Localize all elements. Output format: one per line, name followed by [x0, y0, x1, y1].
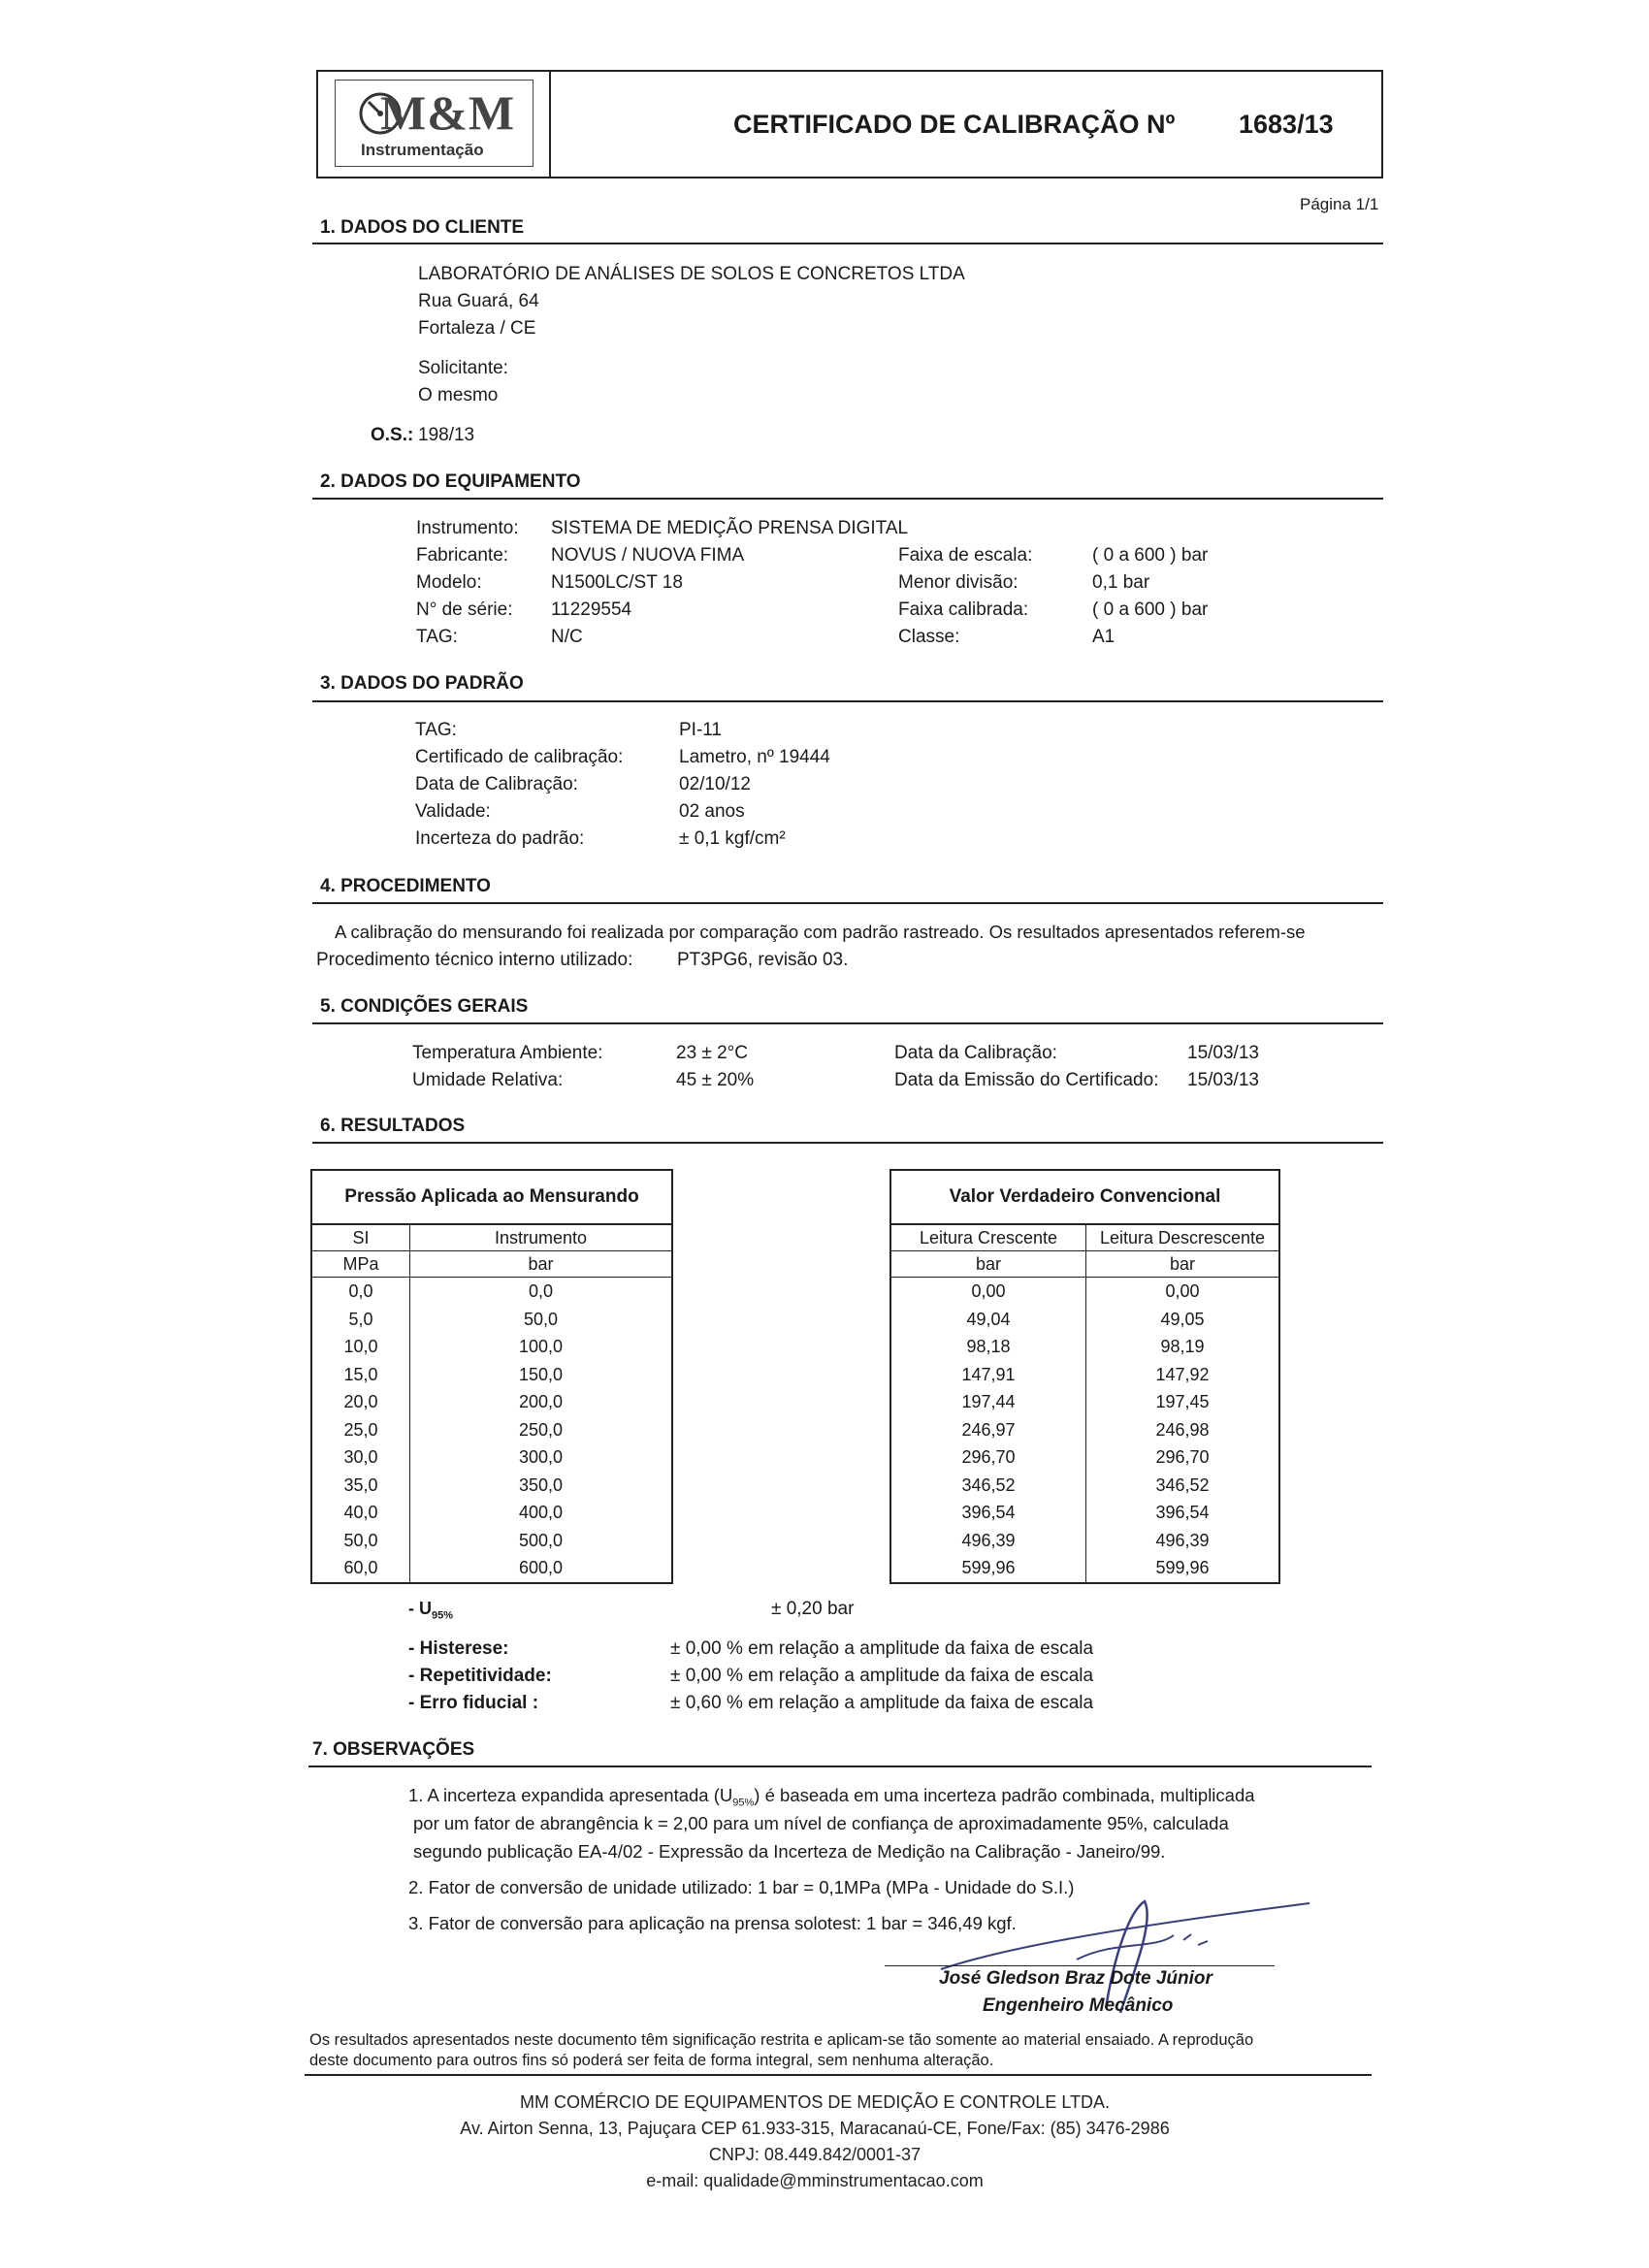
- footer-address: Av. Airton Senna, 13, Pajuçara CEP 61.933-315, Maracanaú-CE, Fone/Fax: (85) 3476-2986: [460, 2119, 1170, 2138]
- applied-pressure-caption: Pressão Aplicada ao Mensurando: [311, 1170, 672, 1224]
- col-header-instrumento: Instrumento: [410, 1224, 673, 1251]
- histerese-label: - Histerese:: [408, 1638, 509, 1659]
- calibration-date-label: Data da Calibração:: [894, 1043, 1057, 1063]
- equip-label-instrumento: Instrumento:: [416, 518, 519, 538]
- calibration-date-value: 15/03/13: [1187, 1043, 1259, 1063]
- applied-pressure-cell: 10,0: [311, 1333, 410, 1361]
- section2-title: 2. DADOS DO EQUIPAMENTO: [320, 471, 581, 492]
- applied-pressure-cell: 20,0: [311, 1388, 410, 1416]
- equip-label-faixa-calibrada: Faixa calibrada:: [898, 599, 1029, 620]
- unit-mpa: MPa: [311, 1251, 410, 1278]
- section5-rule: [312, 1022, 1383, 1024]
- applied-pressure-row: [311, 1388, 672, 1416]
- equip-value-instrumento: SISTEMA DE MEDIÇÃO PRENSA DIGITAL: [551, 518, 909, 538]
- signatory-role: Engenheiro Mecânico: [983, 1995, 1174, 2016]
- true-value-cell: 246,98: [1086, 1416, 1280, 1444]
- equip-label-faixa-escala: Faixa de escala:: [898, 545, 1033, 566]
- true-value-cell: 496,39: [1086, 1527, 1280, 1555]
- true-value-cell: 197,45: [1086, 1388, 1280, 1416]
- true-value-cell: 346,52: [1086, 1472, 1280, 1500]
- footer-email: e-mail: qualidade@mminstrumentacao.com: [646, 2171, 984, 2190]
- footer-cnpj: CNPJ: 08.449.842/0001-37: [708, 2145, 922, 2164]
- certificate-title: CERTIFICADO DE CALIBRAÇÃO Nº: [733, 110, 1176, 139]
- applied-pressure-cell: 150,0: [410, 1361, 673, 1389]
- applied-pressure-cell: 50,0: [410, 1306, 673, 1334]
- temp-value: 23 ± 2°C: [676, 1043, 749, 1063]
- repetitividade-label: - Repetitividade:: [408, 1666, 552, 1686]
- footer-company: MM COMÉRCIO DE EQUIPAMENTOS DE MEDIÇÃO E CONTROLE LTDA.: [519, 2092, 1111, 2112]
- applied-pressure-cell: 0,0: [311, 1278, 410, 1306]
- padrao-value-data: 02/10/12: [679, 774, 751, 794]
- repetitividade-value: ± 0,00 % em relação a amplitude da faixa de escala: [670, 1666, 1094, 1686]
- true-value-row: [890, 1416, 1279, 1444]
- col-header-si: SI: [311, 1224, 410, 1251]
- temp-label: Temperatura Ambiente:: [412, 1043, 603, 1063]
- solicitante-value: O mesmo: [418, 385, 499, 405]
- applied-pressure-row: [311, 1554, 672, 1583]
- applied-pressure-row: [311, 1333, 672, 1361]
- section3-title: 3. DADOS DO PADRÃO: [320, 673, 524, 694]
- col-header-descrescente: Leitura Descrescente: [1086, 1224, 1280, 1251]
- true-value-cell: 346,52: [890, 1472, 1086, 1500]
- applied-pressure-cell: 50,0: [311, 1527, 410, 1555]
- humidity-value: 45 ± 20%: [676, 1070, 755, 1090]
- padrao-value-certificado: Lametro, nº 19444: [679, 747, 830, 767]
- logo: [335, 80, 534, 167]
- true-value-cell: 0,00: [1086, 1278, 1280, 1306]
- true-value-row: [890, 1499, 1279, 1527]
- true-value-row: [890, 1443, 1279, 1472]
- logo-main-text: M&M: [380, 85, 516, 140]
- section4-rule: [312, 902, 1383, 904]
- true-value-cell: 599,96: [890, 1554, 1086, 1583]
- obs1-subscript: 95%: [732, 1797, 755, 1809]
- true-value-row: [890, 1361, 1279, 1389]
- u95-value: ± 0,20 bar: [771, 1599, 855, 1619]
- applied-pressure-cell: 40,0: [311, 1499, 410, 1527]
- obs1-line3: segundo publicação EA-4/02 - Expressão da Incerteza de Medição na Calibração - Janeiro/99.: [413, 1841, 1166, 1862]
- applied-pressure-row: [311, 1306, 672, 1334]
- true-value-cell: 296,70: [1086, 1443, 1280, 1472]
- disclaimer-line1: Os resultados apresentados neste documento têm significação restrita e aplicam-se tão somente ao material ensaiado. A reprodução: [309, 2031, 1254, 2049]
- page-indicator: Página 1/1: [1300, 195, 1379, 213]
- equip-value-classe: A1: [1092, 627, 1116, 647]
- applied-pressure-cell: 15,0: [311, 1361, 410, 1389]
- applied-pressure-row: [311, 1361, 672, 1389]
- true-value-cell: 147,91: [890, 1361, 1086, 1389]
- padrao-value-incerteza: ± 0,1 kgf/cm²: [679, 828, 786, 849]
- applied-pressure-cell: 60,0: [311, 1554, 410, 1583]
- applied-pressure-cell: 200,0: [410, 1388, 673, 1416]
- equip-label-modelo: Modelo:: [416, 572, 482, 593]
- equip-value-serie: 11229554: [551, 599, 632, 620]
- true-value-row: [890, 1472, 1279, 1500]
- signatory-name: José Gledson Braz Dote Júnior: [939, 1968, 1212, 1989]
- true-value-cell: 396,54: [890, 1499, 1086, 1527]
- obs1-line2: por um fator de abrangência k = 2,00 para um nível de confiança de aproximadamente 95%, calculada: [413, 1813, 1229, 1833]
- unit-bar-descrescente: bar: [1086, 1251, 1280, 1278]
- padrao-label-validade: Validade:: [415, 801, 491, 822]
- procedimento-label: Procedimento técnico interno utilizado:: [316, 950, 633, 970]
- histerese-value: ± 0,00 % em relação a amplitude da faixa de escala: [670, 1638, 1094, 1659]
- obs1-line1: [408, 1785, 1255, 1809]
- procedimento-value: PT3PG6, revisão 03.: [677, 950, 849, 970]
- unit-bar-crescente: bar: [890, 1251, 1086, 1278]
- padrao-label-certificado: Certificado de calibração:: [415, 747, 624, 767]
- true-value-cell: 296,70: [890, 1443, 1086, 1472]
- applied-pressure-cell: 5,0: [311, 1306, 410, 1334]
- u95-label: [408, 1599, 453, 1622]
- client-address2: Fortaleza / CE: [418, 318, 536, 339]
- signature-line: [885, 1965, 1275, 1966]
- col-header-crescente: Leitura Crescente: [890, 1224, 1086, 1251]
- erro-fiducial-value: ± 0,60 % em relação a amplitude da faixa de escala: [670, 1693, 1094, 1713]
- section1-rule: [312, 243, 1383, 244]
- logo-sub-text: Instrumentação: [361, 141, 484, 159]
- client-address1: Rua Guará, 64: [418, 291, 539, 311]
- applied-pressure-row: [311, 1443, 672, 1472]
- applied-pressure-cell: 0,0: [410, 1278, 673, 1306]
- equip-label-tag: TAG:: [416, 627, 458, 647]
- true-value-cell: 197,44: [890, 1388, 1086, 1416]
- obs1-part-a: 1. A incerteza expandida apresentada (U: [408, 1785, 733, 1805]
- humidity-label: Umidade Relativa:: [412, 1070, 564, 1090]
- applied-pressure-cell: 600,0: [410, 1554, 673, 1583]
- padrao-value-validade: 02 anos: [679, 801, 745, 822]
- section7-rule: [308, 1766, 1372, 1767]
- applied-pressure-table: [310, 1169, 673, 1584]
- true-value-cell: 98,18: [890, 1333, 1086, 1361]
- equip-value-tag: N/C: [551, 627, 583, 647]
- equip-label-serie: N° de série:: [416, 599, 513, 620]
- section3-rule: [312, 700, 1383, 702]
- true-value-row: [890, 1306, 1279, 1334]
- equip-value-faixa-escala: ( 0 a 600 ) bar: [1092, 545, 1209, 566]
- section7-title: 7. OBSERVAÇÕES: [312, 1739, 475, 1760]
- u95-prefix: - U: [408, 1599, 432, 1618]
- section4-title: 4. PROCEDIMENTO: [320, 876, 491, 896]
- applied-pressure-row: [311, 1527, 672, 1555]
- erro-fiducial-label: - Erro fiducial :: [408, 1693, 539, 1713]
- true-value-cell: 0,00: [890, 1278, 1086, 1306]
- unit-bar: bar: [410, 1251, 673, 1278]
- applied-pressure-cell: 500,0: [410, 1527, 673, 1555]
- applied-pressure-row: [311, 1416, 672, 1444]
- true-value-row: [890, 1333, 1279, 1361]
- os-label: O.S.:: [371, 425, 414, 445]
- disclaimer-rule: [305, 2074, 1372, 2076]
- true-value-row: [890, 1388, 1279, 1416]
- section2-rule: [312, 498, 1383, 500]
- applied-pressure-row: [311, 1472, 672, 1500]
- true-value-table: [889, 1169, 1280, 1584]
- true-value-row: [890, 1527, 1279, 1555]
- padrao-label-data: Data de Calibração:: [415, 774, 578, 794]
- procedimento-text: A calibração do mensurando foi realizada por comparação com padrão rastreado. Os resultados apresentados referem-se: [335, 922, 1306, 942]
- true-value-cell: 147,92: [1086, 1361, 1280, 1389]
- applied-pressure-cell: 25,0: [311, 1416, 410, 1444]
- section6-title: 6. RESULTADOS: [320, 1116, 466, 1136]
- true-value-row: [890, 1554, 1279, 1583]
- true-value-cell: 98,19: [1086, 1333, 1280, 1361]
- header-divider: [549, 70, 551, 178]
- padrao-value-tag: PI-11: [679, 720, 723, 740]
- true-value-cell: 246,97: [890, 1416, 1086, 1444]
- equip-value-fabricante: NOVUS / NUOVA FIMA: [551, 545, 745, 566]
- client-name: LABORATÓRIO DE ANÁLISES DE SOLOS E CONCRETOS LTDA: [418, 264, 965, 284]
- applied-pressure-cell: 300,0: [410, 1443, 673, 1472]
- os-value: 198/13: [418, 425, 475, 445]
- applied-pressure-cell: 100,0: [410, 1333, 673, 1361]
- section5-title: 5. CONDIÇÕES GERAIS: [320, 996, 529, 1017]
- obs3: 3. Fator de conversão para aplicação na prensa solotest: 1 bar = 346,49 kgf.: [408, 1913, 1017, 1933]
- padrao-label-tag: TAG:: [415, 720, 457, 740]
- obs1-part-b: ) é baseada em uma incerteza padrão combinada, multiplicada: [754, 1785, 1255, 1805]
- applied-pressure-cell: 350,0: [410, 1472, 673, 1500]
- true-value-cell: 396,54: [1086, 1499, 1280, 1527]
- applied-pressure-row: [311, 1278, 672, 1306]
- equip-value-faixa-calibrada: ( 0 a 600 ) bar: [1092, 599, 1209, 620]
- true-value-cell: 496,39: [890, 1527, 1086, 1555]
- u95-subscript: 95%: [432, 1609, 454, 1622]
- section6-rule: [312, 1142, 1383, 1144]
- padrao-label-incerteza: Incerteza do padrão:: [415, 828, 585, 849]
- disclaimer-line2: deste documento para outros fins só poderá ser feita de forma integral, sem nenhuma alteração.: [309, 2052, 994, 2069]
- applied-pressure-cell: 250,0: [410, 1416, 673, 1444]
- true-value-cell: 49,04: [890, 1306, 1086, 1334]
- equip-value-modelo: N1500LC/ST 18: [551, 572, 683, 593]
- true-value-cell: 49,05: [1086, 1306, 1280, 1334]
- true-value-cell: 599,96: [1086, 1554, 1280, 1583]
- applied-pressure-row: [311, 1499, 672, 1527]
- equip-label-fabricante: Fabricante:: [416, 545, 509, 566]
- equip-label-classe: Classe:: [898, 627, 960, 647]
- emission-date-label: Data da Emissão do Certificado:: [894, 1070, 1159, 1090]
- emission-date-value: 15/03/13: [1187, 1070, 1259, 1090]
- section1-title: 1. DADOS DO CLIENTE: [320, 217, 525, 238]
- equip-value-menor-divisao: 0,1 bar: [1092, 572, 1150, 593]
- applied-pressure-cell: 30,0: [311, 1443, 410, 1472]
- true-value-row: [890, 1278, 1279, 1306]
- solicitante-label: Solicitante:: [418, 358, 508, 378]
- applied-pressure-cell: 400,0: [410, 1499, 673, 1527]
- true-value-caption: Valor Verdadeiro Convencional: [890, 1170, 1279, 1224]
- equip-label-menor-divisao: Menor divisão:: [898, 572, 1018, 593]
- applied-pressure-cell: 35,0: [311, 1472, 410, 1500]
- obs2: 2. Fator de conversão de unidade utilizado: 1 bar = 0,1MPa (MPa - Unidade do S.I.): [408, 1877, 1075, 1897]
- certificate-number: 1683/13: [1239, 110, 1334, 139]
